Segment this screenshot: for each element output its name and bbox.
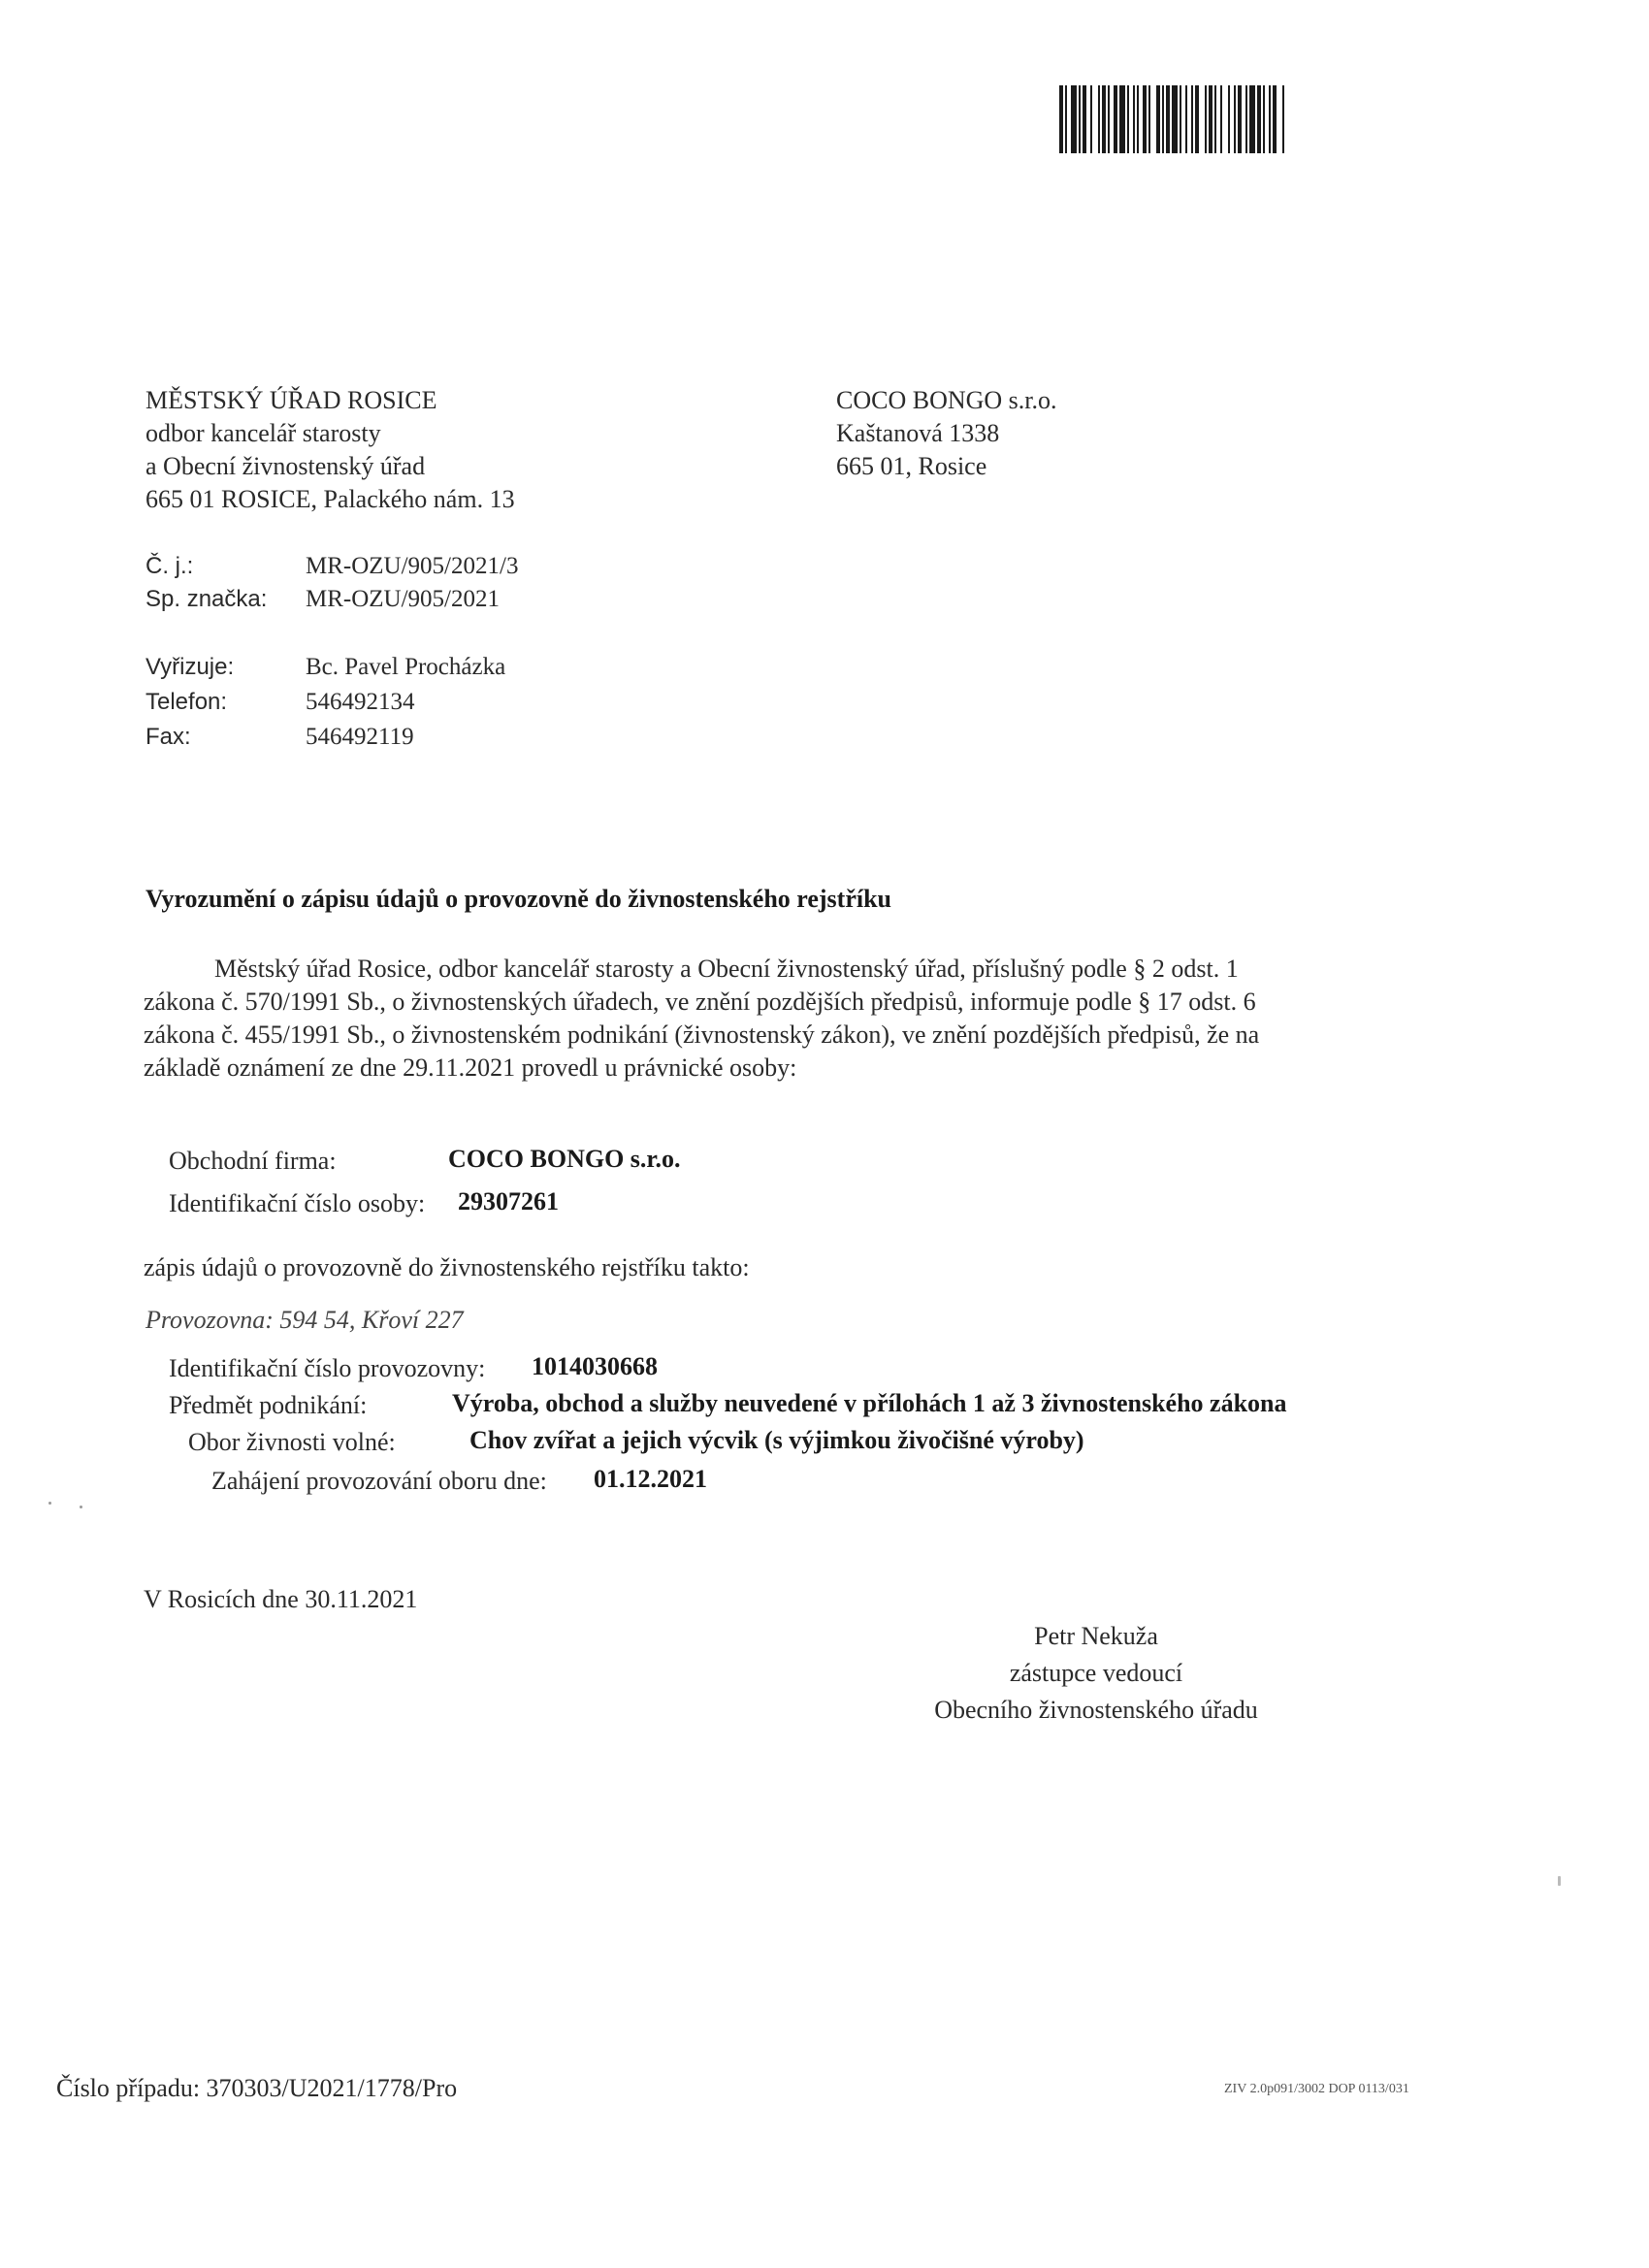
phone-value: 546492134 (306, 689, 415, 715)
recipient-city: 665 01, Rosice (836, 452, 987, 480)
scan-speck (1558, 1876, 1561, 1886)
scan-speck (80, 1506, 82, 1508)
cj-value: MR-OZU/905/2021/3 (306, 553, 519, 579)
signature-office: Obecního živnostenského úřadu (934, 1696, 1258, 1724)
fax-label: Fax: (146, 724, 191, 750)
handler-value: Bc. Pavel Procházka (306, 654, 506, 680)
document-title: Vyrozumění o zápisu údajů o provozovně do živnostenského rejstříku (146, 885, 892, 913)
body-line: Městský úřad Rosice, odbor kancelář starosty a Obecní živnostenský úřad, příslušný podle § 2 odst. 1 (214, 955, 1239, 983)
start-label: Zahájení provozování oboru dne: (211, 1467, 547, 1495)
firm-label: Obchodní firma: (169, 1147, 337, 1175)
sp-label: Sp. značka: (146, 586, 268, 612)
intro-text: zápis údajů o provozovně do živnostenského rejstříku takto: (144, 1253, 750, 1281)
company-id-value: 29307261 (458, 1187, 559, 1215)
subject-value: Výroba, obchod a služby neuvedené v přílohách 1 až 3 živnostenského zákona (452, 1389, 1287, 1417)
establishment-address: Provozovna: 594 54, Křoví 227 (146, 1306, 464, 1334)
scan-speck (48, 1502, 51, 1505)
handler-label: Vyřizuje: (146, 654, 235, 680)
company-id-label: Identifikační číslo osoby: (169, 1189, 426, 1217)
barcode-image (1059, 85, 1393, 153)
case-number: Číslo případu: 370303/U2021/1778/Pro (56, 2074, 458, 2102)
signature-name: Petr Nekuža (1034, 1622, 1158, 1650)
body-paragraph (144, 953, 1405, 1085)
body-line: základě oznámení ze dne 29.11.2021 provedl u právnické osoby: (144, 1053, 797, 1082)
recipient-name: COCO BONGO s.r.o. (836, 386, 1057, 414)
form-code: ZIV 2.0p091/3002 DOP 0113/031 (1224, 2082, 1409, 2096)
firm-value: COCO BONGO s.r.o. (448, 1145, 681, 1173)
cj-label: Č. j.: (146, 553, 194, 579)
recipient-street: Kaštanová 1338 (836, 419, 1000, 447)
sender-department2: a Obecní živnostenský úřad (146, 452, 426, 480)
field-value: Chov zvířat a jejich výcvik (s výjimkou živočišné výroby) (469, 1426, 1084, 1454)
place-date: V Rosicích dne 30.11.2021 (144, 1585, 418, 1613)
sender-office: MĚSTSKÝ ÚŘAD ROSICE (146, 386, 437, 414)
sp-value: MR-OZU/905/2021 (306, 586, 500, 612)
sender-address: 665 01 ROSICE, Palackého nám. 13 (146, 485, 515, 513)
subject-label: Předmět podnikání: (169, 1391, 368, 1419)
sender-department: odbor kancelář starosty (146, 419, 381, 447)
body-line: zákona č. 455/1991 Sb., o živnostenském podnikání (živnostenský zákon), ve znění pozdějších předpisů, že na (144, 1021, 1260, 1049)
establishment-id-value: 1014030668 (532, 1352, 658, 1380)
field-label: Obor živnosti volné: (188, 1428, 396, 1456)
start-value: 01.12.2021 (594, 1465, 707, 1493)
body-line: zákona č. 570/1991 Sb., o živnostenských úřadech, ve znění pozdějších předpisů, informuje podle § 17 odst. 6 (144, 988, 1256, 1016)
fax-value: 546492119 (306, 724, 414, 750)
signature-role: zástupce vedoucí (1009, 1659, 1183, 1687)
establishment-id-label: Identifikační číslo provozovny: (169, 1354, 486, 1382)
phone-label: Telefon: (146, 689, 228, 715)
